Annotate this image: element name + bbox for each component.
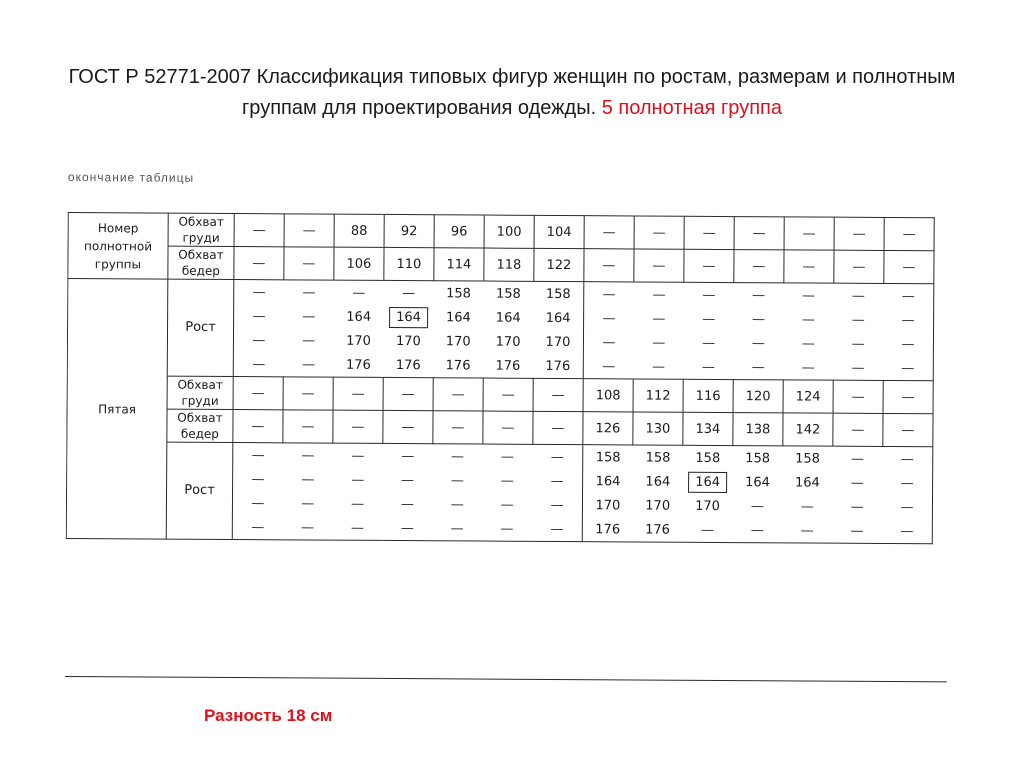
table-cell: — <box>333 377 383 410</box>
dash-mark: — <box>801 311 815 328</box>
table-cell: — <box>684 249 734 282</box>
table-cell: 114 <box>434 248 484 281</box>
middle-bust-row <box>67 375 933 413</box>
table-cell: — <box>884 217 934 250</box>
dash-mark: — <box>550 473 564 489</box>
table-bottom-edge <box>65 676 947 682</box>
height-value: 158 <box>446 285 472 301</box>
table-cell: 138 <box>733 413 783 446</box>
dash-mark: — <box>851 336 865 352</box>
height-row <box>234 352 583 378</box>
height-value: 176 <box>495 358 521 374</box>
height-value: 170 <box>495 334 521 350</box>
height-value: 170 <box>445 333 471 349</box>
height-row <box>234 328 583 354</box>
dash-mark: — <box>801 359 815 376</box>
dash-mark: — <box>351 496 365 512</box>
dash-mark: — <box>550 521 564 537</box>
table-cell: 130 <box>633 412 683 445</box>
height-values-grid <box>583 445 933 543</box>
height-value: — <box>900 499 914 515</box>
dash-mark: — <box>500 449 514 465</box>
dash-mark: — <box>652 359 666 375</box>
height-value: — <box>252 308 266 324</box>
table-cell: — <box>784 250 834 283</box>
height-label-2: Рост <box>166 442 233 539</box>
dash-mark: — <box>351 472 365 488</box>
height-row <box>583 445 932 471</box>
table-cell: — <box>284 214 334 247</box>
dash-mark: — <box>350 520 364 536</box>
height-value: 158 <box>795 450 821 467</box>
scan-header-fragment: окончание таблицы <box>67 170 195 185</box>
height-value: — <box>402 285 416 301</box>
height-value: 158 <box>745 450 771 466</box>
scanned-table-image <box>65 170 950 695</box>
height-value: 170 <box>346 333 372 349</box>
title-highlight: 5 полнотная группа <box>601 97 782 119</box>
height-value: 176 <box>395 357 421 373</box>
empty-matrix-left <box>232 443 583 542</box>
height-value: 158 <box>645 450 671 466</box>
height-value: 170 <box>645 498 671 514</box>
height-value: — <box>800 498 814 515</box>
slide-title <box>40 62 984 124</box>
table-cell: — <box>433 411 483 444</box>
height-value: — <box>750 522 764 538</box>
dash-mark: — <box>901 360 915 376</box>
dash-mark: — <box>702 287 716 303</box>
dash-mark: — <box>301 495 315 512</box>
dash-mark: — <box>602 334 616 350</box>
height-value: — <box>900 523 914 539</box>
table-cell: — <box>284 247 334 280</box>
dash-mark: — <box>351 448 365 464</box>
table-cell: — <box>383 377 433 410</box>
dash-mark: — <box>851 312 865 328</box>
dash-mark: — <box>251 471 265 487</box>
height-value: 158 <box>595 449 621 465</box>
height-value: 164 <box>445 309 471 325</box>
dash-mark: — <box>652 335 666 351</box>
size-classification-table <box>66 212 935 544</box>
dash-mark: — <box>401 472 415 488</box>
height-value: — <box>900 475 914 491</box>
height-value: — <box>302 284 316 301</box>
header-hip-row <box>68 246 934 284</box>
height-block-2 <box>66 441 933 543</box>
table-cell: — <box>333 410 383 443</box>
table-cell: 134 <box>683 412 733 445</box>
height-value: — <box>302 308 316 325</box>
height-block-1 <box>67 279 934 381</box>
height-value: 164 <box>745 474 771 490</box>
dash-mark: — <box>751 359 765 375</box>
height-value: 176 <box>545 358 571 374</box>
table-cell: — <box>833 380 883 413</box>
height-value: 158 <box>495 286 521 302</box>
table-cell: — <box>233 410 283 443</box>
table-cell: — <box>834 217 884 250</box>
table-cell: — <box>584 249 634 282</box>
height-row <box>583 469 932 495</box>
height-value: 158 <box>545 286 571 302</box>
height-label-1: Рост <box>167 279 234 376</box>
table-cell: 122 <box>534 248 584 281</box>
height-value: — <box>900 451 914 467</box>
highlighted-height-value: 164 <box>688 471 727 492</box>
height-value: 170 <box>545 334 571 350</box>
table-cell: — <box>383 410 433 443</box>
dash-mark: — <box>450 472 464 488</box>
table-cell: — <box>233 377 283 410</box>
table-cell: — <box>533 411 583 444</box>
empty-matrix-right <box>583 282 934 381</box>
middle-hip-row <box>67 408 933 446</box>
table-cell: — <box>584 216 634 249</box>
height-value: 176 <box>595 521 621 537</box>
dash-mark: — <box>450 496 464 512</box>
dash-mark: — <box>652 311 666 327</box>
dash-mark: — <box>251 495 265 511</box>
table-cell: — <box>684 216 734 249</box>
table-cell: — <box>784 217 834 250</box>
height-value: — <box>700 522 714 538</box>
height-value: — <box>302 332 316 349</box>
height-matrix-right <box>582 445 933 544</box>
dash-mark: — <box>752 311 766 327</box>
table-cell: — <box>734 217 784 250</box>
table-cell: — <box>834 250 884 283</box>
table-cell: 110 <box>384 247 434 280</box>
table-cell: 120 <box>733 380 783 413</box>
bust-label-2: Обхват груди <box>167 376 233 409</box>
table-cell: — <box>433 378 483 411</box>
height-value: 170 <box>695 498 721 514</box>
height-value: 164 <box>545 310 571 326</box>
table-cell: 104 <box>534 215 584 248</box>
dash-mark: — <box>301 519 315 536</box>
height-value: — <box>850 475 864 491</box>
table-cell: — <box>483 411 533 444</box>
dash-mark: — <box>451 448 465 464</box>
table-cell: — <box>634 216 684 249</box>
title-main: ГОСТ Р 52771-2007 Классификация типовых фигур женщин по ростам, размерам и полнотным группам для проектирования одежды. <box>68 66 956 119</box>
hip-label: Обхват бедер <box>168 246 234 279</box>
height-value: — <box>352 285 366 301</box>
dash-mark: — <box>500 497 514 513</box>
table-cell: — <box>234 214 284 247</box>
dash-mark: — <box>701 359 715 375</box>
dash-mark: — <box>602 286 616 302</box>
table-cell: 100 <box>484 215 534 248</box>
dash-mark: — <box>901 336 915 352</box>
table-cell: — <box>283 410 333 443</box>
table-cell: 96 <box>434 215 484 248</box>
dash-mark: — <box>400 520 414 536</box>
height-value: — <box>800 522 814 539</box>
height-value: 176 <box>445 357 471 373</box>
height-value: — <box>750 498 764 514</box>
height-value: 158 <box>695 450 721 466</box>
table-cell: — <box>734 250 784 283</box>
height-value: 164 <box>346 309 372 325</box>
dash-mark: — <box>301 471 315 488</box>
dash-mark: — <box>702 311 716 327</box>
dash-mark: — <box>751 335 765 351</box>
table-cell: — <box>483 378 533 411</box>
table-cell: 106 <box>334 247 384 280</box>
dash-mark: — <box>652 287 666 303</box>
dash-mark: — <box>851 360 865 376</box>
table-cell: — <box>634 249 684 282</box>
table-cell: — <box>883 380 933 413</box>
height-value: — <box>252 284 266 300</box>
dash-mark: — <box>401 448 415 464</box>
table-cell: — <box>533 378 583 411</box>
dash-mark: — <box>500 473 514 489</box>
dash-mark: — <box>550 497 564 513</box>
height-value: 164 <box>794 474 820 491</box>
table-cell: 118 <box>484 248 534 281</box>
height-value: 170 <box>395 333 421 349</box>
table-cell: 142 <box>783 413 833 446</box>
table-cell: 124 <box>783 380 833 413</box>
table-cell: — <box>833 413 883 446</box>
dash-mark: — <box>801 335 815 352</box>
group-name: Пятая <box>66 279 168 540</box>
dash-mark: — <box>702 335 716 351</box>
height-row <box>583 493 932 519</box>
difference-note: Разность 18 см <box>204 706 333 725</box>
table-cell: — <box>883 413 933 446</box>
table-cell: 112 <box>633 379 683 412</box>
dash-mark: — <box>400 496 414 512</box>
height-row <box>234 280 583 306</box>
height-value: — <box>850 523 864 539</box>
table-cell: 88 <box>334 214 384 247</box>
height-value: — <box>850 451 864 467</box>
header-bust-row <box>68 213 934 251</box>
dash-mark: — <box>851 288 865 304</box>
table-cell: 108 <box>583 379 633 412</box>
dash-mark: — <box>301 447 315 464</box>
height-value: 170 <box>595 497 621 513</box>
dash-mark: — <box>450 520 464 536</box>
height-value: — <box>302 356 316 373</box>
table-cell: — <box>283 377 333 410</box>
group-number-header: Номер полнотной группы <box>68 213 168 280</box>
height-row <box>234 304 583 330</box>
table-cell: 116 <box>683 379 733 412</box>
dash-mark: — <box>251 519 265 535</box>
dash-mark: — <box>500 521 514 537</box>
height-value: — <box>850 499 864 515</box>
height-value: 164 <box>595 473 621 489</box>
bust-label: Обхват груди <box>168 213 234 246</box>
highlighted-height-value: 164 <box>389 306 428 327</box>
height-value: 176 <box>645 522 671 538</box>
table-cell: 92 <box>384 214 434 247</box>
dash-mark: — <box>602 310 616 326</box>
height-value: — <box>252 356 266 372</box>
height-row <box>583 517 932 543</box>
height-matrix-left <box>233 280 584 379</box>
dash-mark: — <box>801 287 816 304</box>
table-cell: 126 <box>583 412 633 445</box>
dash-mark: — <box>752 287 766 303</box>
height-value: 164 <box>645 474 671 490</box>
dash-mark: — <box>901 312 915 328</box>
height-value: 176 <box>345 357 371 373</box>
table-cell: — <box>884 250 934 283</box>
height-values-grid <box>234 280 584 378</box>
table-cell: — <box>234 247 284 280</box>
height-value: — <box>252 332 266 348</box>
hip-label-2: Обхват бедер <box>167 409 233 442</box>
dash-mark: — <box>901 288 915 304</box>
height-value: 164 <box>495 310 521 326</box>
dash-mark: — <box>251 447 265 463</box>
dash-mark: — <box>602 358 616 374</box>
dash-mark: — <box>550 449 564 465</box>
